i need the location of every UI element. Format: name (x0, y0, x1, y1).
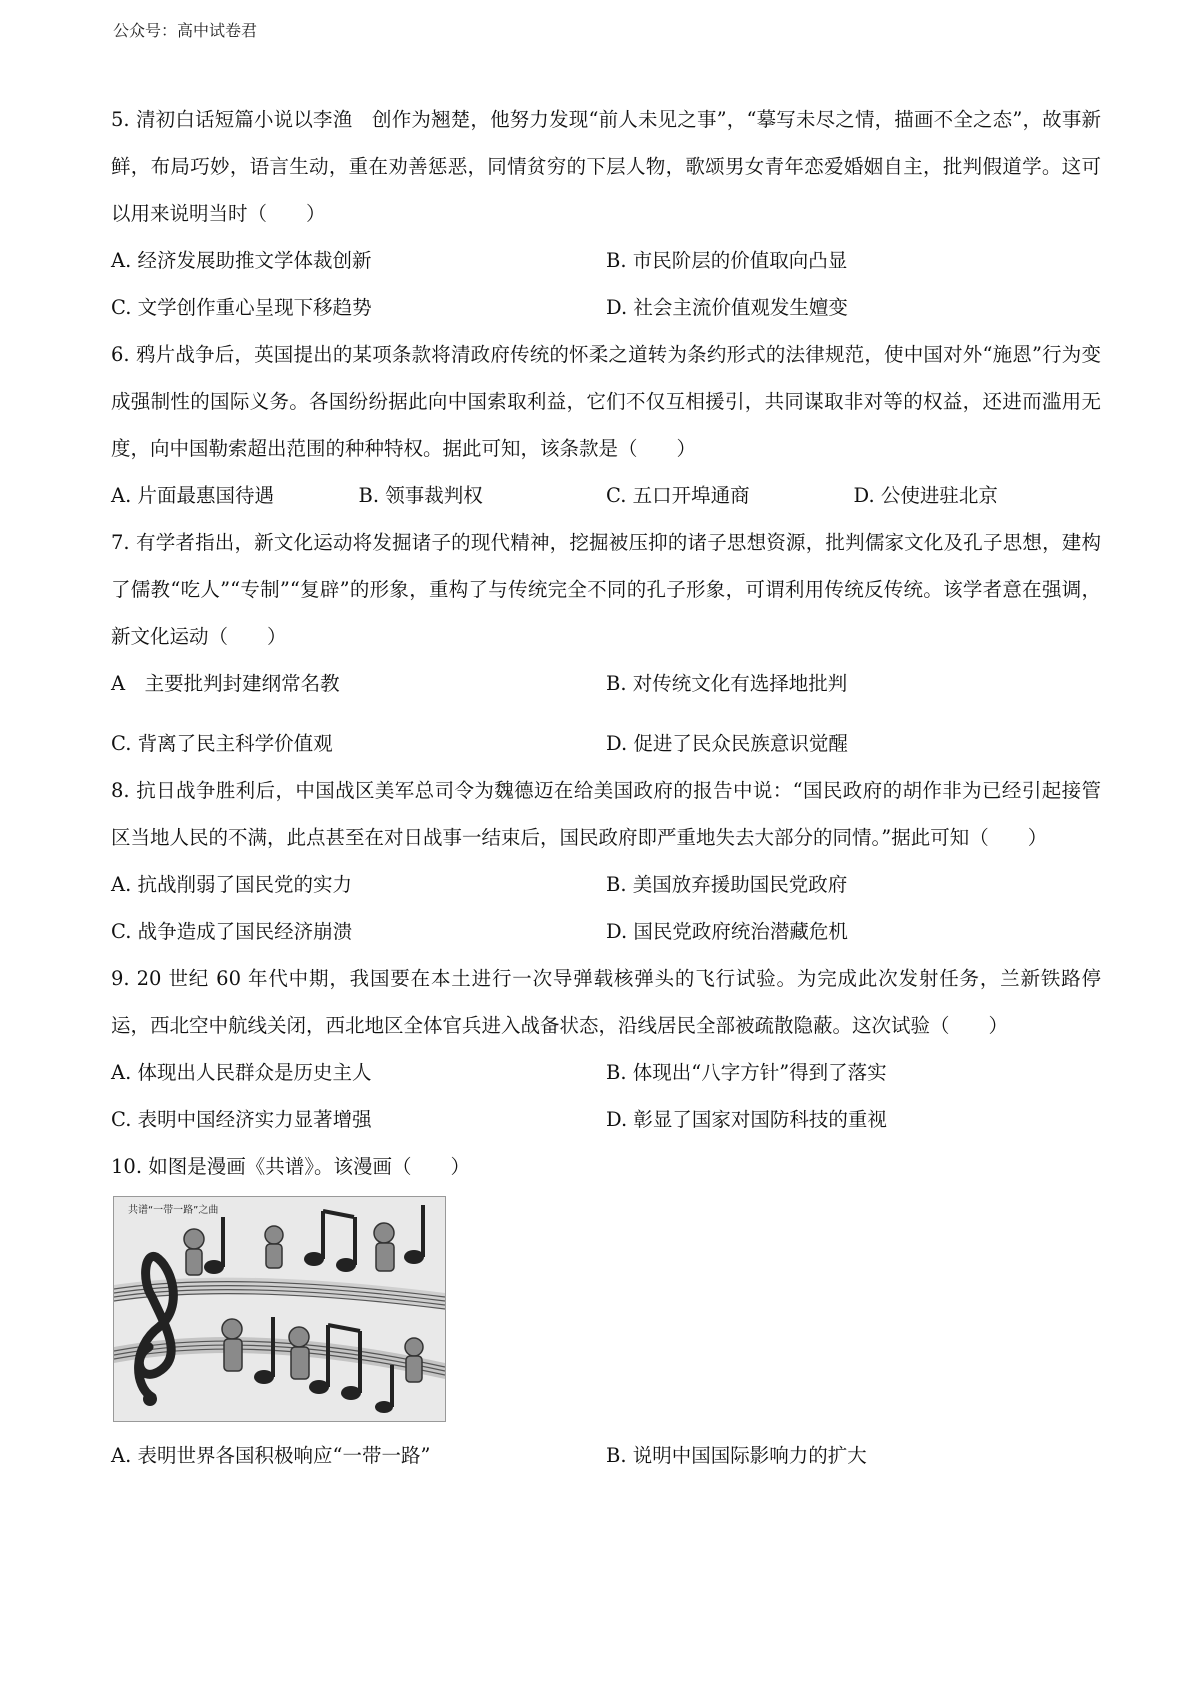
option-group (111, 1432, 1101, 1479)
option-a[interactable]: A. 体现出人民群众是历史主人 (111, 1061, 372, 1084)
question-7 (111, 519, 1101, 767)
question-5 (111, 96, 1101, 331)
option-a[interactable]: A 主要批判封建纲常名教 (111, 672, 340, 695)
question-10 (111, 1143, 1101, 1479)
option-group (111, 861, 1101, 955)
comic-image (113, 1196, 446, 1422)
option-b[interactable]: B. 对传统文化有选择地批判 (606, 672, 848, 695)
option-c[interactable]: C. 五口开埠通商 (606, 484, 750, 507)
option-d[interactable]: D. 公使进驻北京 (853, 484, 998, 507)
option-group (111, 1049, 1101, 1143)
question-list (111, 96, 1101, 1479)
option-group (111, 237, 1101, 331)
option-d[interactable]: D. 彰显了国家对国防科技的重视 (606, 1108, 887, 1131)
option-d[interactable]: D. 社会主流价值观发生嬗变 (606, 296, 848, 319)
question-9 (111, 955, 1101, 1143)
option-a[interactable]: A. 抗战削弱了国民党的实力 (111, 873, 352, 896)
option-group (111, 472, 1101, 519)
option-d[interactable]: D. 国民党政府统治潜藏危机 (606, 920, 848, 943)
option-a[interactable]: A. 表明世界各国积极响应“一带一路” (111, 1444, 431, 1467)
option-a[interactable]: A. 经济发展助推文学体裁创新 (111, 249, 372, 272)
option-b[interactable]: B. 说明中国国际影响力的扩大 (606, 1444, 867, 1467)
option-b[interactable]: B. 领事裁判权 (358, 484, 483, 507)
option-b[interactable]: B. 美国放弃援助国民党政府 (606, 873, 848, 896)
option-b[interactable]: B. 市民阶层的价值取向凸显 (606, 249, 848, 272)
question-stem: 7. 有学者指出，新文化运动将发掘诸子的现代精神，挖掘被压抑的诸子思想资源，批判儒家文化及孔子思想，建构了儒教“吃人”“专制”“复辟”的形象，重构了与传统完全不同的孔子形象，可谓利用传统反传统。该学者意在强调，新文化运动（ ） (111, 531, 1101, 648)
option-c[interactable]: C. 表明中国经济实力显著增强 (111, 1108, 372, 1131)
question-stem: 6. 鸦片战争后，英国提出的某项条款将清政府传统的怀柔之道转为条约形式的法律规范，使中国对外“施恩”行为变成强制性的国际义务。各国纷纷据此向中国索取利益，它们不仅互相援引，共同谋取非对等的权益，还进而滥用无度，向中国勒索超出范围的种种特权。据此可知，该条款是（ ） (111, 343, 1101, 460)
option-d[interactable]: D. 促进了民众民族意识觉醒 (606, 732, 848, 755)
option-c[interactable]: C. 文学创作重心呈现下移趋势 (111, 296, 372, 319)
question-stem: 8. 抗日战争胜利后，中国战区美军总司令为魏德迈在给美国政府的报告中说：“国民政府的胡作非为已经引起接管区当地人民的不满，此点甚至在对日战事一结束后，国民政府即严重地失去大部分的同情。”据此可知（ ） (111, 779, 1101, 849)
question-stem: 9. 20 世纪 60 年代中期，我国要在本土进行一次导弹载核弹头的飞行试验。为完成此次发射任务，兰新铁路停运，西北空中航线关闭，西北地区全体官兵进入战备状态，沿线居民全部被疏散隐蔽。这次试验（ ） (111, 967, 1101, 1037)
question-stem: 5. 清初白话短篇小说以李渔 创作为翘楚，他努力发现“前人未见之事”，“摹写未尽之情，描画不全之态”，故事新鲜，布局巧妙，语言生动，重在劝善惩恶，同情贫穷的下层人物，歌颂男女青年恋爱婚姻自主，批判假道学。这可以用来说明当时（ ） (111, 108, 1101, 225)
option-c[interactable]: C. 背离了民主科学价值观 (111, 732, 333, 755)
option-c[interactable]: C. 战争造成了国民经济崩溃 (111, 920, 353, 943)
option-b[interactable]: B. 体现出“八字方针”得到了落实 (606, 1061, 887, 1084)
question-8 (111, 767, 1101, 955)
comic-caption: 共谱“一带一路”之曲 (128, 1205, 219, 1216)
option-group (111, 660, 1101, 767)
question-6 (111, 331, 1101, 519)
question-stem: 10. 如图是漫画《共谱》。该漫画（ ） (111, 1155, 470, 1178)
page-header: 公众号：高中试卷君 (113, 21, 258, 40)
option-a[interactable]: A. 片面最惠国待遇 (111, 484, 274, 507)
